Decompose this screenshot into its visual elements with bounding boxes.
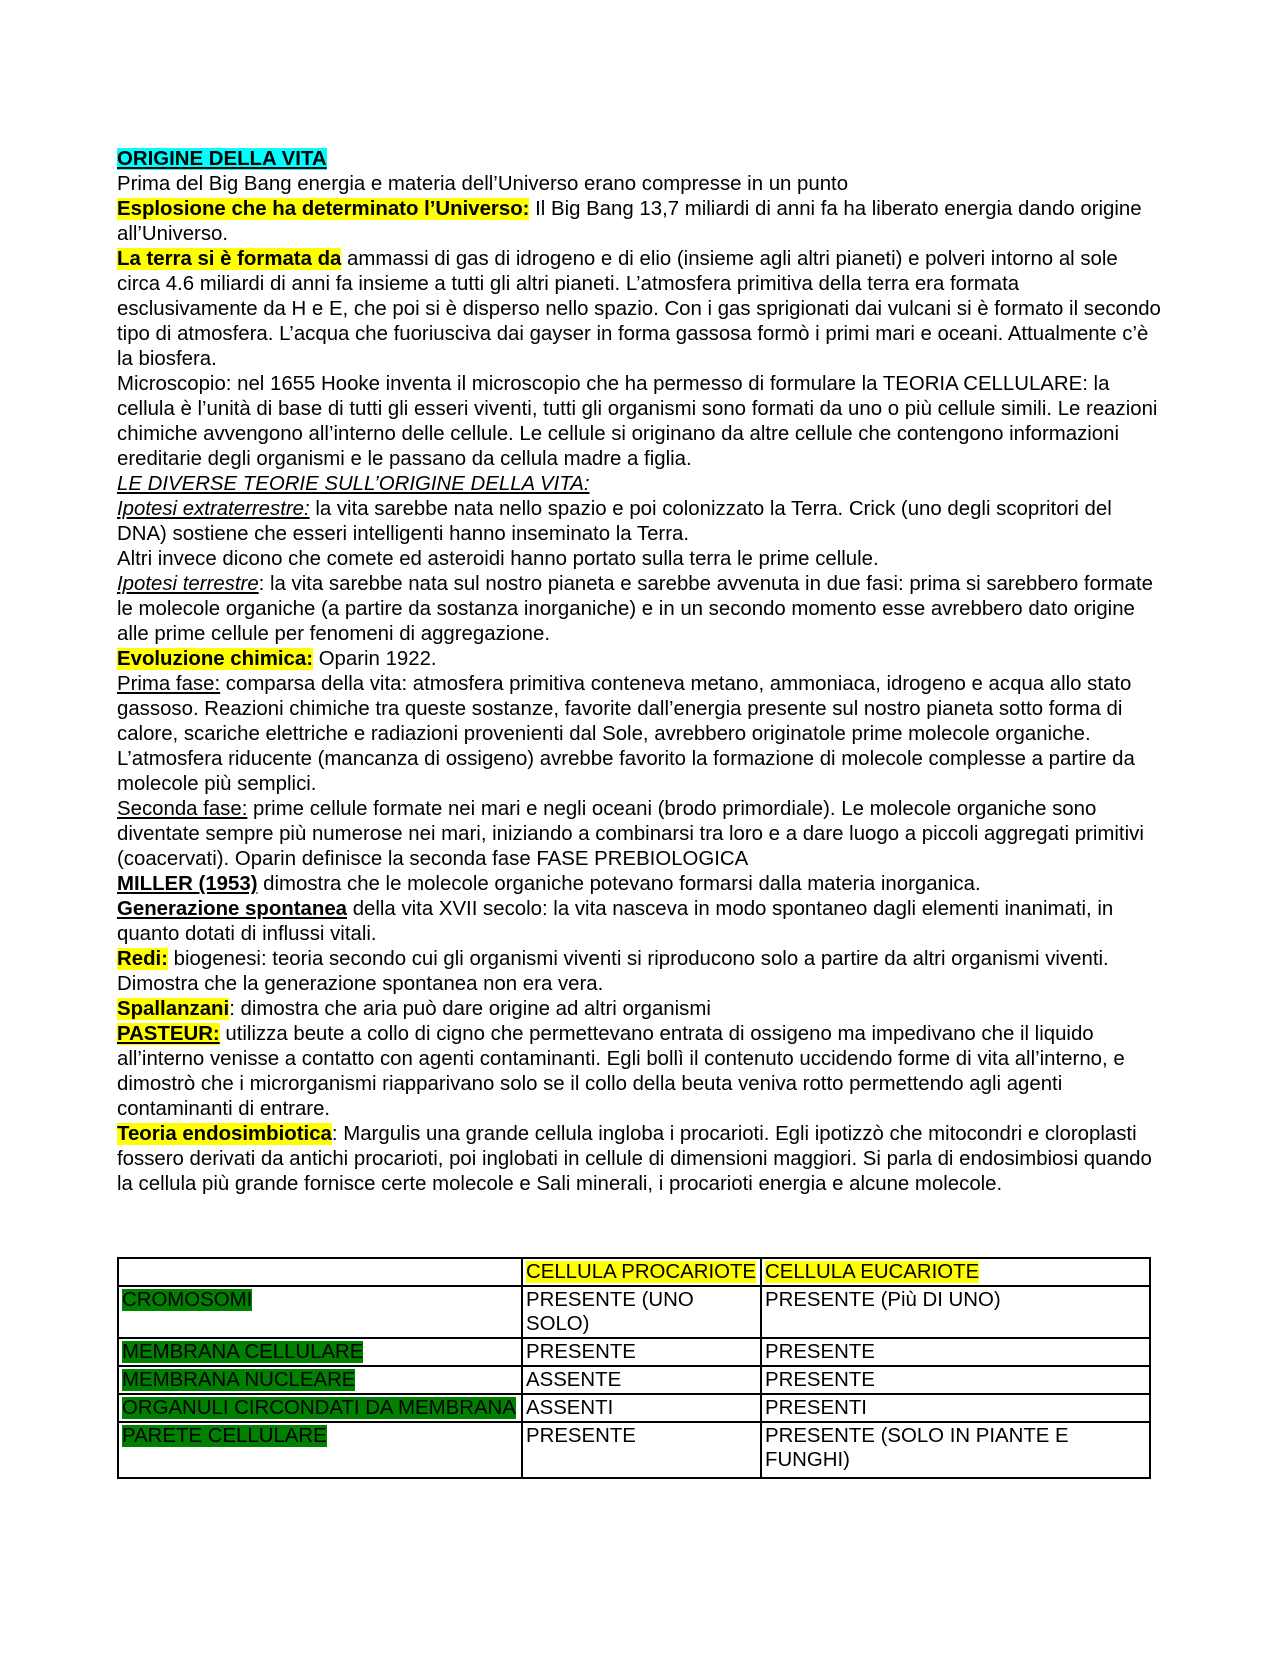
cell-text: PRESENTE xyxy=(765,1341,875,1363)
paragraph-6 xyxy=(117,497,1164,547)
table-cell xyxy=(761,1394,1150,1422)
table-header-cell xyxy=(761,1258,1150,1286)
paragraph-7 xyxy=(117,547,1164,572)
term-label: Generazione spontanea xyxy=(117,898,348,920)
row-label: MEMBRANA NUCLEARE xyxy=(122,1369,356,1391)
paragraph-text: Oparin 1922. xyxy=(313,648,437,670)
term-label: Evoluzione chimica: xyxy=(117,648,314,670)
cell-text: PRESENTI xyxy=(765,1397,867,1419)
row-label: CROMOSOMI xyxy=(122,1289,253,1311)
table-cell xyxy=(522,1338,761,1366)
paragraph-2 xyxy=(117,197,1164,247)
term-label: PASTEUR: xyxy=(117,1023,220,1045)
row-label: PARETE CELLULARE xyxy=(122,1425,327,1447)
paragraph-9 xyxy=(117,647,1164,672)
term-label: La terra si è formata da xyxy=(117,248,342,270)
term-label: MILLER (1953) xyxy=(117,873,258,895)
paragraph-1 xyxy=(117,172,1164,197)
title-text: ORIGINE DELLA VITA xyxy=(117,148,327,170)
paragraph-text: utilizza beute a collo di cigno che permettevano entrata di ossigeno ma impedivano che il liquido all’interno venisse a contatto con agenti contaminanti. Egli bollì il contenuto uccidendo forme di vita all’interno, e dimostrò che i microrganismi riapparivano solo se il collo della beuta veniva rotto permettendo agli agenti contaminanti di entrare. xyxy=(117,1023,1125,1120)
paragraph-text: Prima del Big Bang energia e materia dell’Universo erano compresse in un punto xyxy=(117,173,849,195)
cell-text: PRESENTE (UNO SOLO) xyxy=(526,1289,694,1335)
cell-text: PRESENTE (Più DI UNO) xyxy=(765,1289,1001,1311)
paragraph-16 xyxy=(117,1022,1164,1122)
document-body xyxy=(117,147,1164,1197)
cell-text: PRESENTE (SOLO IN PIANTE E FUNGHI) xyxy=(765,1425,1069,1471)
cell-text: ASSENTE xyxy=(526,1369,622,1391)
row-label-cell xyxy=(118,1338,522,1366)
paragraph-13 xyxy=(117,897,1164,947)
paragraph-text: : Margulis una grande cellula ingloba i procarioti. Egli ipotizzò che mitocondri e cloroplasti fossero derivati da antichi procarioti, poi inglobati in cellule di dimensioni maggiori. Si parla di endosimbiosi quando la cellula più grande fornisce certe molecole e Sali minerali, i procarioti energia e alcune molecole. xyxy=(117,1123,1152,1195)
table-row xyxy=(118,1338,1150,1366)
paragraph-text: : la vita sarebbe nata sul nostro pianeta e sarebbe avvenuta in due fasi: prima si sarebbero formate le molecole organiche (a partire da sostanza inorganiche) e in un secondo momento esse avrebbero dato origine alle prime cellule per fenomeni di aggregazione. xyxy=(117,573,1153,645)
cell-text: PRESENTE xyxy=(765,1369,875,1391)
table-cell xyxy=(761,1366,1150,1394)
table-cell xyxy=(522,1394,761,1422)
term-label: Prima fase: xyxy=(117,673,221,695)
term-label: Esplosione che ha determinato l’Universo: xyxy=(117,198,530,220)
comparison-table xyxy=(117,1257,1151,1479)
term-label: Ipotesi extraterrestre: xyxy=(117,498,310,520)
paragraph-text: ammassi di gas di idrogeno e di elio (insieme agli altri pianeti) e polveri intorno al sole circa 4.6 miliardi di anni fa insieme a tutti gli altri pianeti. L’atmosfera primitiva della terra era formata esclusivamente da H e E, che poi si è disperso nello spazio. Con i gas sprigionati dai vulcani si è formato il secondo tipo di atmosfera. L’acqua che fuoriusciva dai gayser in forma gassosa formò i primi mari e oceani. Attualmente c’è la biosfera. xyxy=(117,248,1161,370)
table-cell xyxy=(522,1422,761,1478)
paragraph-text: prime cellule formate nei mari e negli oceani (brodo primordiale). Le molecole organiche sono diventate sempre più numerose nei mari, iniziando a combinarsi tra loro e a dare luogo a piccoli aggregati primitivi (coacervati). Oparin definisce la seconda fase FASE PREBIOLOGICA xyxy=(117,798,1144,870)
table-row xyxy=(118,1394,1150,1422)
row-label-cell xyxy=(118,1286,522,1338)
paragraph-17 xyxy=(117,1122,1164,1197)
paragraph-15 xyxy=(117,997,1164,1022)
term-label: Teoria endosimbiotica xyxy=(117,1123,332,1145)
table-header-cell xyxy=(118,1258,522,1286)
term-label: Spallanzani xyxy=(117,998,230,1020)
table-cell xyxy=(522,1366,761,1394)
doc-title xyxy=(117,147,1164,172)
paragraph-text: Il Big Bang 13,7 miliardi di anni fa ha liberato energia dando origine all’Universo. xyxy=(117,198,1142,245)
section-heading xyxy=(117,472,1164,497)
table-row xyxy=(118,1366,1150,1394)
section-heading-text: LE DIVERSE TEORIE SULL’ORIGINE DELLA VITA: xyxy=(117,473,590,495)
paragraph-3 xyxy=(117,247,1164,372)
paragraph-8 xyxy=(117,572,1164,647)
paragraph-text: Microscopio: nel 1655 Hooke inventa il microscopio che ha permesso di formulare la TEORIA CELLULARE: la cellula è l’unità di base di tutti gli esseri viventi, tutti gli organismi sono formati da uno o più cellule simili. Le reazioni chimiche avvengono all’interno delle cellule. Le cellule si originano da altre cellule che contengono informazioni ereditarie degli organismi e le passano da cellula madre a figlia. xyxy=(117,373,1158,470)
cell-text: PRESENTE xyxy=(526,1425,636,1447)
paragraph-text: biogenesi: teoria secondo cui gli organismi viventi si riproducono solo a partire da altri organismi viventi. Dimostra che la generazione spontanea non era vera. xyxy=(117,948,1109,995)
row-label: ORGANULI CIRCONDATI DA MEMBRANA xyxy=(122,1397,516,1419)
table-cell xyxy=(761,1338,1150,1366)
table-header-cell xyxy=(522,1258,761,1286)
paragraph-14 xyxy=(117,947,1164,997)
paragraph-10 xyxy=(117,672,1164,797)
table-cell xyxy=(522,1286,761,1338)
paragraph-text: : dimostra che aria può dare origine ad altri organismi xyxy=(229,998,711,1020)
cell-text: ASSENTI xyxy=(526,1397,614,1419)
paragraph-text: dimostra che le molecole organiche potevano formarsi dalla materia inorganica. xyxy=(257,873,981,895)
term-label: Redi: xyxy=(117,948,168,970)
header-text: CELLULA EUCARIOTE xyxy=(765,1261,980,1283)
header-text: CELLULA PROCARIOTE xyxy=(526,1261,757,1283)
table-row xyxy=(118,1286,1150,1338)
table-cell xyxy=(761,1286,1150,1338)
term-label: Ipotesi terrestre xyxy=(117,573,259,595)
cell-text: PRESENTE xyxy=(526,1341,636,1363)
paragraph-4 xyxy=(117,372,1164,472)
paragraph-text: Altri invece dicono che comete ed asteroidi hanno portato sulla terra le prime cellule. xyxy=(117,548,879,570)
row-label-cell xyxy=(118,1366,522,1394)
table-header-row xyxy=(118,1258,1150,1286)
paragraph-text: della vita XVII secolo: la vita nasceva in modo spontaneo dagli elementi inanimati, in quanto dotati di influssi vitali. xyxy=(117,898,1114,945)
term-label: Seconda fase: xyxy=(117,798,248,820)
paragraph-12 xyxy=(117,872,1164,897)
table-cell xyxy=(761,1422,1150,1478)
row-label: MEMBRANA CELLULARE xyxy=(122,1341,364,1363)
paragraph-text: comparsa della vita: atmosfera primitiva conteneva metano, ammoniaca, idrogeno e acqua allo stato gassoso. Reazioni chimiche tra queste sostanze, favorite dall’energia presente sul nostro pianeta sotto forma di calore, scariche elettriche e radiazioni provenienti dal Sole, avrebbero originatole prime molecole organiche. L’atmosfera riducente (mancanza di ossigeno) avrebbe favorito la formazione di molecole complesse a partire da molecole più semplici. xyxy=(117,673,1135,795)
row-label-cell xyxy=(118,1422,522,1478)
row-label-cell xyxy=(118,1394,522,1422)
paragraph-text: la vita sarebbe nata nello spazio e poi colonizzato la Terra. Crick (uno degli scopritori del DNA) sostiene che esseri intelligenti hanno inseminato la Terra. xyxy=(117,498,1112,545)
paragraph-11 xyxy=(117,797,1164,872)
table-row xyxy=(118,1422,1150,1478)
